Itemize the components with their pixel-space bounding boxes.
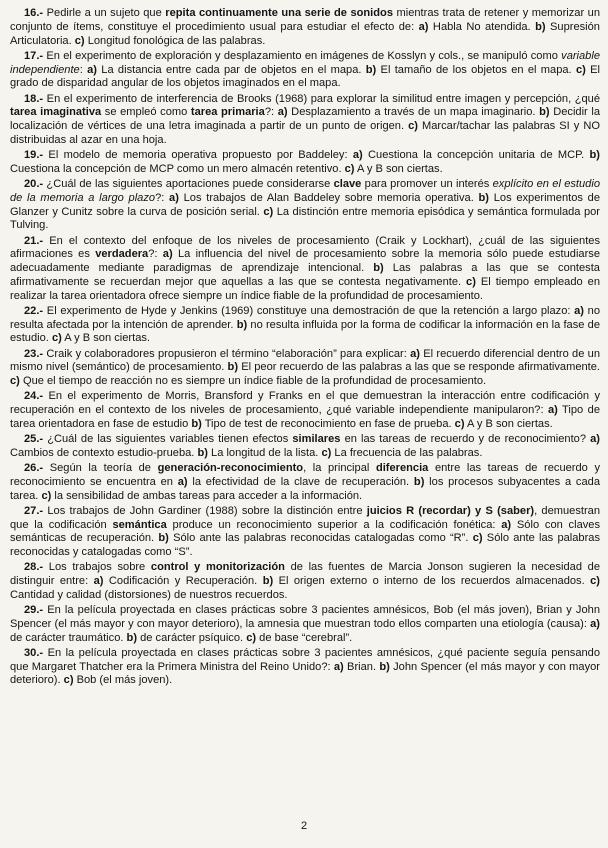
question-20 (10, 178, 600, 233)
question-text-segment: En el experimento de exploración y desplazamiento en imágenes de Kosslyn y cols., se manipuló como (43, 49, 562, 62)
question-26 (10, 462, 600, 503)
question-text-segment: El tamaño de los objetos en el mapa. (376, 63, 576, 76)
question-text-segment: c) (74, 34, 85, 47)
question-text-segment: Sólo ante las palabras reconocidas y catalogadas como “S”. (10, 532, 601, 558)
question-text-segment: a) (590, 617, 600, 630)
question-18 (10, 93, 600, 148)
question-text-segment: Los trabajos de Alan Baddeley sobre memoria operativa. (178, 191, 479, 204)
question-text-segment: Los experimentos de Glanzer y Cunitz sobre la curva de posición serial. (10, 191, 600, 218)
question-number: 23.- (24, 347, 44, 360)
question-27 (10, 505, 600, 560)
question-text-segment: b) (539, 106, 550, 119)
question-text-segment: b) (478, 191, 490, 204)
question-text-segment: c) (472, 532, 483, 545)
question-text-segment: ?: (264, 106, 278, 119)
question-text-segment: a) (177, 475, 188, 488)
question-text-segment: b) (236, 318, 248, 331)
question-text-segment: c) (10, 375, 20, 387)
question-text-segment: Codificación y Recuperación. (103, 575, 263, 587)
question-text-segment: a) (547, 404, 558, 416)
question-text-segment: clave (333, 178, 362, 190)
question-text-segment: c) (590, 575, 600, 587)
question-text-segment: b) (158, 532, 169, 545)
question-text-segment: b) (227, 361, 239, 374)
question-text-segment: Cambios de contexto estudio-prueba. (10, 446, 198, 459)
question-text-segment: c) (408, 120, 418, 132)
question-number: 22.- (24, 304, 44, 317)
question-text-segment: produce un reconocimiento superior a la codificación fonética: (166, 518, 502, 531)
question-text-segment: Brian. (343, 660, 380, 673)
question-23 (10, 348, 600, 389)
question-text-segment: c) (466, 275, 476, 288)
question-text-segment: c) (575, 63, 586, 76)
question-text-segment: El tiempo empleado en realizar la tarea orientadora ofrece siempre un índice fiable de la profundidad de procesamiento. (10, 275, 600, 302)
question-text-segment: Decidir la localización de vértices de una letra imaginada a partir de un punto de origen. (10, 106, 601, 132)
question-text-segment: Las palabras a las que se contesta afirmativamente se recuerdan mejor que aquellas a las que se contesta negativamente. (10, 262, 600, 288)
question-text-segment: b) (373, 262, 384, 274)
question-text-segment: Craik y colaboradores propusieron el término “elaboración” para explicar: (43, 347, 411, 360)
question-24 (10, 390, 600, 431)
question-text-segment: c) (344, 162, 355, 175)
question-text-segment: Según la teoría de (43, 462, 158, 474)
question-text-segment: a) (418, 20, 429, 33)
question-text-segment: tarea primaria (190, 106, 265, 119)
question-text-segment: En el experimento de Morris, Bransford y Franks en el que demuestran la interacción entre codificación y recuperación en el contexto de los niveles de procesamiento, ¿qué variable independiente manipularon?: (10, 390, 600, 416)
question-text-segment: Supresión Articulatoria. (10, 20, 600, 47)
question-number: 24.- (24, 390, 44, 403)
question-number: 18.- (24, 92, 44, 105)
question-number: 20.- (24, 178, 44, 190)
question-text-segment: c) (246, 631, 257, 644)
question-text-segment: en las tareas de recuerdo y de reconocimiento? (340, 433, 591, 445)
question-text-segment: la sensibilidad de ambas tareas para acceder a la información. (51, 489, 363, 502)
question-text-segment: La distinción entre memoria episódica y semántica formulada por Tulving. (10, 205, 600, 232)
question-text-segment: a) (87, 63, 97, 76)
question-text-segment: de las fuentes de Marcia Jonson sugieren la necesidad de distinguir entre: (10, 561, 600, 587)
question-text-segment: similares (292, 433, 341, 445)
question-text-segment: c) (321, 446, 332, 459)
question-text-segment: c) (51, 332, 62, 345)
question-number: 30.- (24, 646, 44, 659)
question-text-segment: juicios R (recordar) y S (saber) (366, 504, 535, 517)
question-text-segment: Los trabajos de John Gardiner (1988) sobre la distinción entre (43, 504, 367, 517)
question-text-segment: para promover un interés (361, 178, 493, 190)
question-text-segment: explícito en el estudio de la memoria a largo plazo (10, 178, 600, 204)
question-text-segment: diferencia (375, 462, 429, 474)
question-28 (10, 561, 600, 602)
question-text-segment: b) (262, 575, 274, 587)
question-text-segment: Marcar/tachar las palabras SI y NO distribuidas al azar en una hoja. (10, 120, 600, 146)
question-text-segment: Cuestiona la concepción de MCP como un mero almacén retentivo. (10, 162, 345, 175)
question-text-segment: ¿Cuál de las siguientes aportaciones puede considerarse (43, 178, 334, 190)
question-number: 28.- (24, 561, 44, 574)
question-text-segment: verdadera (95, 248, 149, 261)
question-text-segment: b) (197, 446, 208, 459)
question-text-segment: b) (589, 149, 600, 161)
question-text-segment: variable independiente (10, 49, 600, 76)
question-text-segment: control y monitorización (150, 561, 285, 574)
question-text-segment: a) (277, 106, 288, 119)
question-text-segment: ¿Cuál de las siguientes variables tienen efectos (43, 433, 293, 445)
question-text-segment: Cantidad y calidad (distorsiones) de nuestros recuerdos. (10, 588, 288, 601)
question-text-segment: Tipo de tarea orientadora en fase de estudio (10, 404, 600, 430)
question-text-segment: tarea imaginativa (10, 106, 102, 119)
page-number: 2 (300, 820, 308, 832)
question-text-segment: La distancia entre cada par de objetos en el mapa. (96, 63, 366, 76)
question-text-segment: Habla No atendida. (428, 20, 536, 33)
question-text-segment: c) (63, 674, 74, 687)
question-text-segment: , la principal (303, 462, 376, 474)
question-25 (10, 433, 600, 461)
question-text-segment: de base “cerebral”. (256, 631, 353, 644)
question-text-segment: John Spencer (el más mayor y con mayor deterioro). (10, 660, 600, 687)
question-text-segment: a) (590, 433, 600, 445)
question-list (10, 7, 600, 688)
question-text-segment: semántica (112, 518, 167, 531)
question-text-segment: Los trabajos sobre (43, 561, 151, 574)
question-number: 16.- (24, 7, 44, 19)
question-text-segment: no resulta afectada por la intención de aprender. (10, 304, 600, 331)
question-text-segment: La longitud de la lista. (207, 446, 322, 459)
question-text-segment: mientras trata de retener y memorizar un conjunto de ítems, constituye el procedimiento usual para estudiar el efecto de: (10, 7, 600, 33)
question-text-segment: A y B son ciertas. (354, 162, 443, 175)
question-16 (10, 7, 600, 48)
question-text-segment: b) (126, 631, 138, 644)
question-text-segment: Bob (el más joven). (73, 674, 173, 687)
question-text-segment: de carácter psíquico. (137, 631, 247, 644)
question-text-segment: Que el tiempo de reacción no es siempre un índice fiable de la profundidad de procesamiento. (19, 375, 487, 387)
question-text-segment: Cuestiona la concepción unitaria de MCP. (362, 149, 590, 161)
question-text-segment: la efectividad de la clave de recuperación. (187, 475, 414, 488)
question-text-segment: ?: (148, 248, 163, 261)
question-21 (10, 235, 600, 304)
question-text-segment: El modelo de memoria operativa propuesto por Baddeley: (43, 149, 353, 161)
question-text-segment: Sólo ante las palabras reconocidas catalogadas como “R”. (168, 532, 473, 545)
question-text-segment: b) (379, 660, 390, 673)
question-text-segment: La influencia del nivel de procesamiento sobre la memoria sólo puede estudiarse adecuadamente mediante paradigmas de aprendizaje intencional. (10, 248, 600, 274)
question-text-segment: : (79, 63, 88, 76)
question-number: 25.- (24, 433, 44, 445)
question-text-segment: no resulta influida por la forma de codificar la información en la fase de estudio. (10, 318, 600, 345)
question-text-segment: Desplazamiento a través de un mapa imaginario. (287, 106, 540, 119)
question-text-segment: c) (41, 489, 52, 502)
question-text-segment: El origen externo o interno de los recuerdos almacenados. (273, 575, 591, 587)
question-text-segment: El grado de disparidad angular de los objetos imaginados en el mapa. (10, 63, 600, 90)
question-text-segment: Pedirle a un sujeto que (43, 7, 166, 19)
question-text-segment: a) (93, 575, 104, 587)
question-number: 26.- (24, 462, 44, 474)
question-text-segment: La frecuencia de las palabras. (331, 446, 483, 459)
question-text-segment: a) (352, 149, 363, 161)
question-text-segment: c) (263, 205, 274, 218)
question-17 (10, 50, 600, 91)
question-number: 19.- (24, 149, 44, 161)
question-22 (10, 305, 600, 346)
question-text-segment: los procesos subyacentes a cada tarea. (10, 475, 600, 502)
question-text-segment: El recuerdo diferencial dentro de un mismo nivel (semántico) de procesamiento. (10, 347, 600, 374)
question-text-segment: entre las tareas de recuerdo y reconocimiento se encuentra en (10, 462, 600, 488)
question-text-segment: a) (574, 304, 584, 317)
question-text-segment: En la película proyectada en clases prácticas sobre 3 pacientes amnésicos, Bob (el más joven), Brian y John Spencer (el más mayor y con mayor deterioro), la amnesia que muestran todo ellos comparten una etiología (causa): (10, 604, 600, 630)
question-30 (10, 647, 600, 688)
question-text-segment: , demuestran que la codificación (10, 504, 600, 531)
question-text-segment: ?: (155, 191, 170, 204)
question-number: 17.- (24, 49, 44, 62)
question-text-segment: repita continuamente una serie de sonidos (165, 7, 393, 19)
question-text-segment: En el contexto del enfoque de los niveles de procesamiento (Craik y Lockhart), ¿cuál de las siguientes afirmaciones es (10, 234, 600, 261)
question-text-segment: Tipo de test de reconocimiento en fase de prueba. (201, 417, 455, 430)
question-text-segment: a) (169, 191, 179, 204)
question-number: 27.- (24, 504, 44, 517)
question-text-segment: A y B son ciertas. (464, 417, 553, 430)
question-text-segment: a) (162, 248, 173, 261)
question-text-segment: a) (501, 518, 512, 531)
question-number: 29.- (24, 604, 44, 616)
question-text-segment: Sólo con claves semánticas de recuperación. (10, 518, 601, 545)
question-text-segment: b) (191, 417, 202, 430)
question-text-segment: En la película proyectada en clases prácticas sobre 3 pacientes amnésicos, ¿qué paciente seguía pensando que Margaret Thatcher era la Primera Ministra del Reino Unido?: (10, 646, 600, 673)
question-19 (10, 149, 600, 177)
question-text-segment: c) (454, 417, 465, 430)
question-text-segment: a) (333, 660, 344, 673)
question-text-segment: b) (413, 475, 425, 488)
question-29 (10, 604, 600, 645)
question-text-segment: En el experimento de interferencia de Brooks (1968) para explorar la similitud entre imagen y percepción, ¿qué (43, 92, 600, 105)
question-text-segment: Longitud fonológica de las palabras. (84, 34, 266, 47)
question-text-segment: se empleó como (101, 106, 191, 119)
question-text-segment: generación-reconocimiento (157, 462, 304, 474)
question-text-segment: El peor recuerdo de las palabras a las que se responde afirmativamente. (238, 361, 600, 374)
question-text-segment: El experimento de Hyde y Jenkins (1969) constituye una demostración de que la retención a largo plazo: (43, 304, 575, 317)
question-text-segment: b) (535, 20, 546, 33)
question-text-segment: b) (365, 63, 377, 76)
question-text-segment: a) (410, 347, 420, 360)
question-text-segment: A y B son ciertas. (61, 332, 150, 345)
question-number: 21.- (24, 234, 44, 247)
question-text-segment: de carácter traumático. (10, 631, 127, 644)
